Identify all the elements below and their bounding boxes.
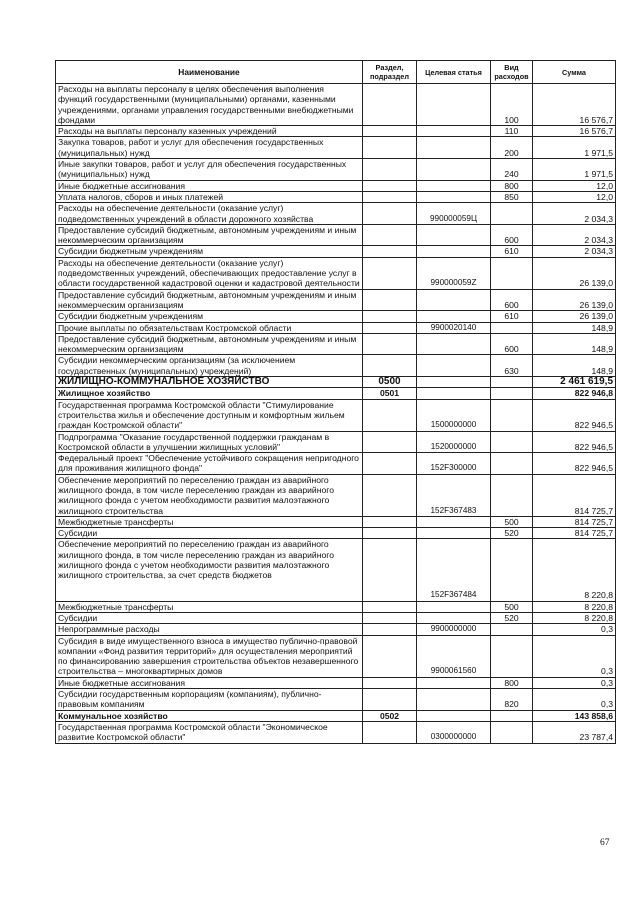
header-section: Раздел, подраздел [363,61,417,84]
row-kind-cell: 600 [491,289,533,311]
row-name-cell: Жилищное хозяйство [56,388,363,399]
row-name-cell: Государственная программа Костромской области "Экономическое развитие Костромской области" [56,721,363,743]
row-sum-cell: 26 139,0 [533,289,616,311]
row-target-cell [417,677,491,688]
table-row [56,322,616,333]
row-kind-cell: 520 [491,528,533,539]
row-target-cell: 9900000000 [417,624,491,635]
row-sum-cell: 814 725,7 [533,528,616,539]
row-kind-cell: 100 [491,84,533,126]
row-section-cell [363,180,417,191]
table-row [56,84,616,126]
row-section-cell [363,191,417,202]
header-target: Целевая статья [417,61,491,84]
row-section-cell [363,224,417,246]
row-target-cell [417,180,491,191]
row-kind-cell [491,635,533,677]
row-section-cell [363,203,417,225]
row-kind-cell [491,399,533,431]
row-sum-cell: 822 946,8 [533,388,616,399]
row-target-cell: 152F300000 [417,453,491,475]
row-kind-cell [491,377,533,388]
row-sum-cell: 2 034,3 [533,224,616,246]
row-kind-cell [491,388,533,399]
row-name-cell: Субсидии некоммерческим организациям (за исключением государственных (муниципальных) учреждений) [56,355,363,377]
row-kind-cell: 610 [491,246,533,257]
row-target-cell [417,137,491,159]
row-target-cell: 152F367483 [417,474,491,516]
table-row [56,137,616,159]
row-target-cell [417,388,491,399]
row-name-cell: Субсидии государственным корпорациям (компаниям), публично-правовым компаниям [56,689,363,711]
row-target-cell: 0300000000 [417,721,491,743]
row-target-cell: 152F367484 [417,539,491,601]
row-kind-cell: 520 [491,612,533,623]
row-name-cell: Иные закупки товаров, работ и услуг для обеспечения государственных (муниципальных) нужд [56,159,363,181]
table-row [56,333,616,355]
row-name-cell: Субсидии [56,612,363,623]
row-name-cell: Непрограммные расходы [56,624,363,635]
row-name-cell: Предоставление субсидий бюджетным, автономным учреждениям и иным некоммерческим организациям [56,224,363,246]
row-sum-cell: 148,9 [533,322,616,333]
row-section-cell [363,689,417,711]
row-target-cell [417,601,491,612]
table-row [56,721,616,743]
row-sum-cell: 814 725,7 [533,516,616,527]
row-sum-cell: 0,3 [533,635,616,677]
row-sum-cell: 1 971,5 [533,159,616,181]
row-name-cell: Коммунальное хозяйство [56,710,363,721]
row-name-cell: Обеспечение мероприятий по переселению граждан из аварийного жилищного фонда, в том числе переселению граждан из аварийного жилищного фонда с учетом необходимости развития малоэтажного жилищного строительства [56,474,363,516]
row-section-cell [363,311,417,322]
row-sum-cell: 26 139,0 [533,257,616,289]
row-section-cell [363,624,417,635]
row-name-cell: Расходы на обеспечение деятельности (оказание услуг) подведомственных учреждений, обеспечивающих предоставление услуг в области государственной кадастровой оценки и кадастровой деятельности [56,257,363,289]
table-row [56,528,616,539]
row-target-cell [417,528,491,539]
row-section-cell [363,721,417,743]
row-sum-cell: 0,3 [533,624,616,635]
row-target-cell: 9900020140 [417,322,491,333]
table-row [56,355,616,377]
row-name-cell: ЖИЛИЩНО-КОММУНАЛЬНОЕ ХОЗЯЙСТВО [56,377,363,388]
row-sum-cell: 2 034,3 [533,246,616,257]
row-kind-cell: 500 [491,601,533,612]
row-section-cell [363,257,417,289]
row-name-cell: Предоставление субсидий бюджетным, автономным учреждениям и иным некоммерческим организациям [56,289,363,311]
row-target-cell [417,377,491,388]
row-name-cell: Субсидии бюджетным учреждениям [56,311,363,322]
row-kind-cell: 240 [491,159,533,181]
table-row [56,431,616,453]
row-kind-cell: 500 [491,516,533,527]
row-kind-cell [491,539,533,601]
row-kind-cell: 200 [491,137,533,159]
row-section-cell [363,528,417,539]
row-sum-cell: 148,9 [533,333,616,355]
row-sum-cell: 822 946,5 [533,453,616,475]
row-section-cell [363,453,417,475]
row-section-cell [363,159,417,181]
row-target-cell [417,126,491,137]
row-section-cell [363,289,417,311]
row-kind-cell: 820 [491,689,533,711]
row-target-cell [417,516,491,527]
row-kind-cell: 630 [491,355,533,377]
row-target-cell [417,333,491,355]
header-name: Наименование [56,61,363,84]
table-row [56,289,616,311]
row-sum-cell: 12,0 [533,180,616,191]
row-name-cell: Субсидии бюджетным учреждениям [56,246,363,257]
row-kind-cell [491,322,533,333]
row-sum-cell: 1 971,5 [533,137,616,159]
row-target-cell [417,355,491,377]
table-body [56,84,616,744]
table-row [56,159,616,181]
row-kind-cell: 800 [491,677,533,688]
row-section-cell [363,399,417,431]
row-sum-cell: 2 461 619,5 [533,377,616,388]
row-sum-cell: 16 576,7 [533,84,616,126]
table-row [56,453,616,475]
table-row [56,677,616,688]
row-section-cell [363,137,417,159]
row-name-cell: Федеральный проект "Обеспечение устойчивого сокращения непригодного для проживания жилищного фонда" [56,453,363,475]
table-header-row [56,61,616,84]
row-name-cell: Расходы на выплаты персоналу казенных учреждений [56,126,363,137]
row-name-cell: Прочие выплаты по обязательствам Костромской области [56,322,363,333]
row-target-cell [417,246,491,257]
row-name-cell: Обеспечение мероприятий по переселению граждан из аварийного жилищного фонда, в том числе переселению граждан из аварийного жилищного фонда с учетом необходимости развития малоэтажного жилищного строительства, за счет средств бюджетов [56,539,363,601]
table-row [56,516,616,527]
row-section-cell [363,322,417,333]
row-target-cell [417,710,491,721]
row-sum-cell: 143 858,6 [533,710,616,721]
table-row [56,624,616,635]
row-sum-cell: 822 946,5 [533,399,616,431]
table-row [56,257,616,289]
row-section-cell [363,84,417,126]
row-name-cell: Иные бюджетные ассигнования [56,180,363,191]
row-section-cell: 0500 [363,377,417,388]
row-section-cell [363,635,417,677]
row-name-cell: Иные бюджетные ассигнования [56,677,363,688]
row-section-cell [363,474,417,516]
budget-table [55,60,616,744]
row-target-cell [417,612,491,623]
table-row [56,224,616,246]
row-kind-cell [491,257,533,289]
row-target-cell: 990000059Ц [417,203,491,225]
row-sum-cell: 814 725,7 [533,474,616,516]
table-row [56,191,616,202]
row-section-cell [363,539,417,601]
row-sum-cell: 16 576,7 [533,126,616,137]
row-kind-cell [491,453,533,475]
row-name-cell: Субсидия в виде имущественного взноса в имущество публично-правовой компании «Фонд развития территорий» для осуществления мероприятий по финансированию завершения строительства объектов незавершенного строительства – многоквартирных домов [56,635,363,677]
row-sum-cell: 12,0 [533,191,616,202]
table-row [56,377,616,388]
row-sum-cell: 8 220,8 [533,601,616,612]
table-row [56,689,616,711]
table-row [56,388,616,399]
table-row [56,203,616,225]
row-target-cell [417,689,491,711]
row-name-cell: Межбюджетные трансферты [56,516,363,527]
table-row [56,399,616,431]
row-kind-cell: 800 [491,180,533,191]
row-name-cell: Расходы на выплаты персоналу в целях обеспечения выполнения функций государственными (муниципальными) органами, казенными учреждениями, органами управления государственными внебюджетными фондами [56,84,363,126]
row-target-cell: 1500000000 [417,399,491,431]
row-kind-cell: 600 [491,333,533,355]
row-section-cell [363,612,417,623]
row-name-cell: Уплата налогов, сборов и иных платежей [56,191,363,202]
row-target-cell [417,311,491,322]
row-section-cell [363,677,417,688]
row-sum-cell: 0,3 [533,689,616,711]
row-target-cell [417,224,491,246]
row-section-cell [363,355,417,377]
row-sum-cell: 822 946,5 [533,431,616,453]
row-kind-cell [491,203,533,225]
table-row [56,612,616,623]
row-section-cell [363,333,417,355]
row-sum-cell: 0,3 [533,677,616,688]
row-name-cell: Закупка товаров, работ и услуг для обеспечения государственных (муниципальных) нужд [56,137,363,159]
row-kind-cell [491,624,533,635]
row-target-cell [417,191,491,202]
row-kind-cell: 110 [491,126,533,137]
row-kind-cell [491,721,533,743]
budget-table-sheet [55,60,615,744]
table-row [56,246,616,257]
table-row [56,601,616,612]
row-section-cell [363,431,417,453]
row-target-cell: 990000059Z [417,257,491,289]
row-sum-cell: 8 220,8 [533,612,616,623]
row-section-cell [363,126,417,137]
row-kind-cell: 850 [491,191,533,202]
table-row [56,180,616,191]
row-name-cell: Субсидии [56,528,363,539]
row-sum-cell: 148,9 [533,355,616,377]
row-section-cell: 0502 [363,710,417,721]
row-kind-cell [491,431,533,453]
table-row [56,311,616,322]
row-kind-cell: 600 [491,224,533,246]
row-sum-cell: 8 220,8 [533,539,616,601]
page-number: 67 [600,838,610,848]
row-target-cell [417,159,491,181]
row-target-cell: 9900061560 [417,635,491,677]
header-sum: Сумма [533,61,616,84]
row-name-cell: Государственная программа Костромской области "Стимулирование строительства жилья и обеспечение доступным и комфортным жильем граждан Костромской области" [56,399,363,431]
row-name-cell: Расходы на обеспечение деятельности (оказание услуг) подведомственных учреждений в области дорожного хозяйства [56,203,363,225]
row-kind-cell [491,474,533,516]
row-section-cell [363,246,417,257]
row-sum-cell: 23 787,4 [533,721,616,743]
table-row [56,710,616,721]
row-target-cell [417,84,491,126]
row-kind-cell: 610 [491,311,533,322]
row-section-cell: 0501 [363,388,417,399]
row-sum-cell: 26 139,0 [533,311,616,322]
row-name-cell: Подпрограмма "Оказание государственной поддержки гражданам в Костромской области в улучшении жилищных условий" [56,431,363,453]
table-row [56,539,616,601]
row-name-cell: Межбюджетные трансферты [56,601,363,612]
row-section-cell [363,516,417,527]
row-target-cell: 1520000000 [417,431,491,453]
table-row [56,474,616,516]
row-name-cell: Предоставление субсидий бюджетным, автономным учреждениям и иным некоммерческим организациям [56,333,363,355]
header-kind: Вид расходов [491,61,533,84]
table-row [56,126,616,137]
row-target-cell [417,289,491,311]
row-sum-cell: 2 034,3 [533,203,616,225]
table-row [56,635,616,677]
row-kind-cell [491,710,533,721]
row-section-cell [363,601,417,612]
